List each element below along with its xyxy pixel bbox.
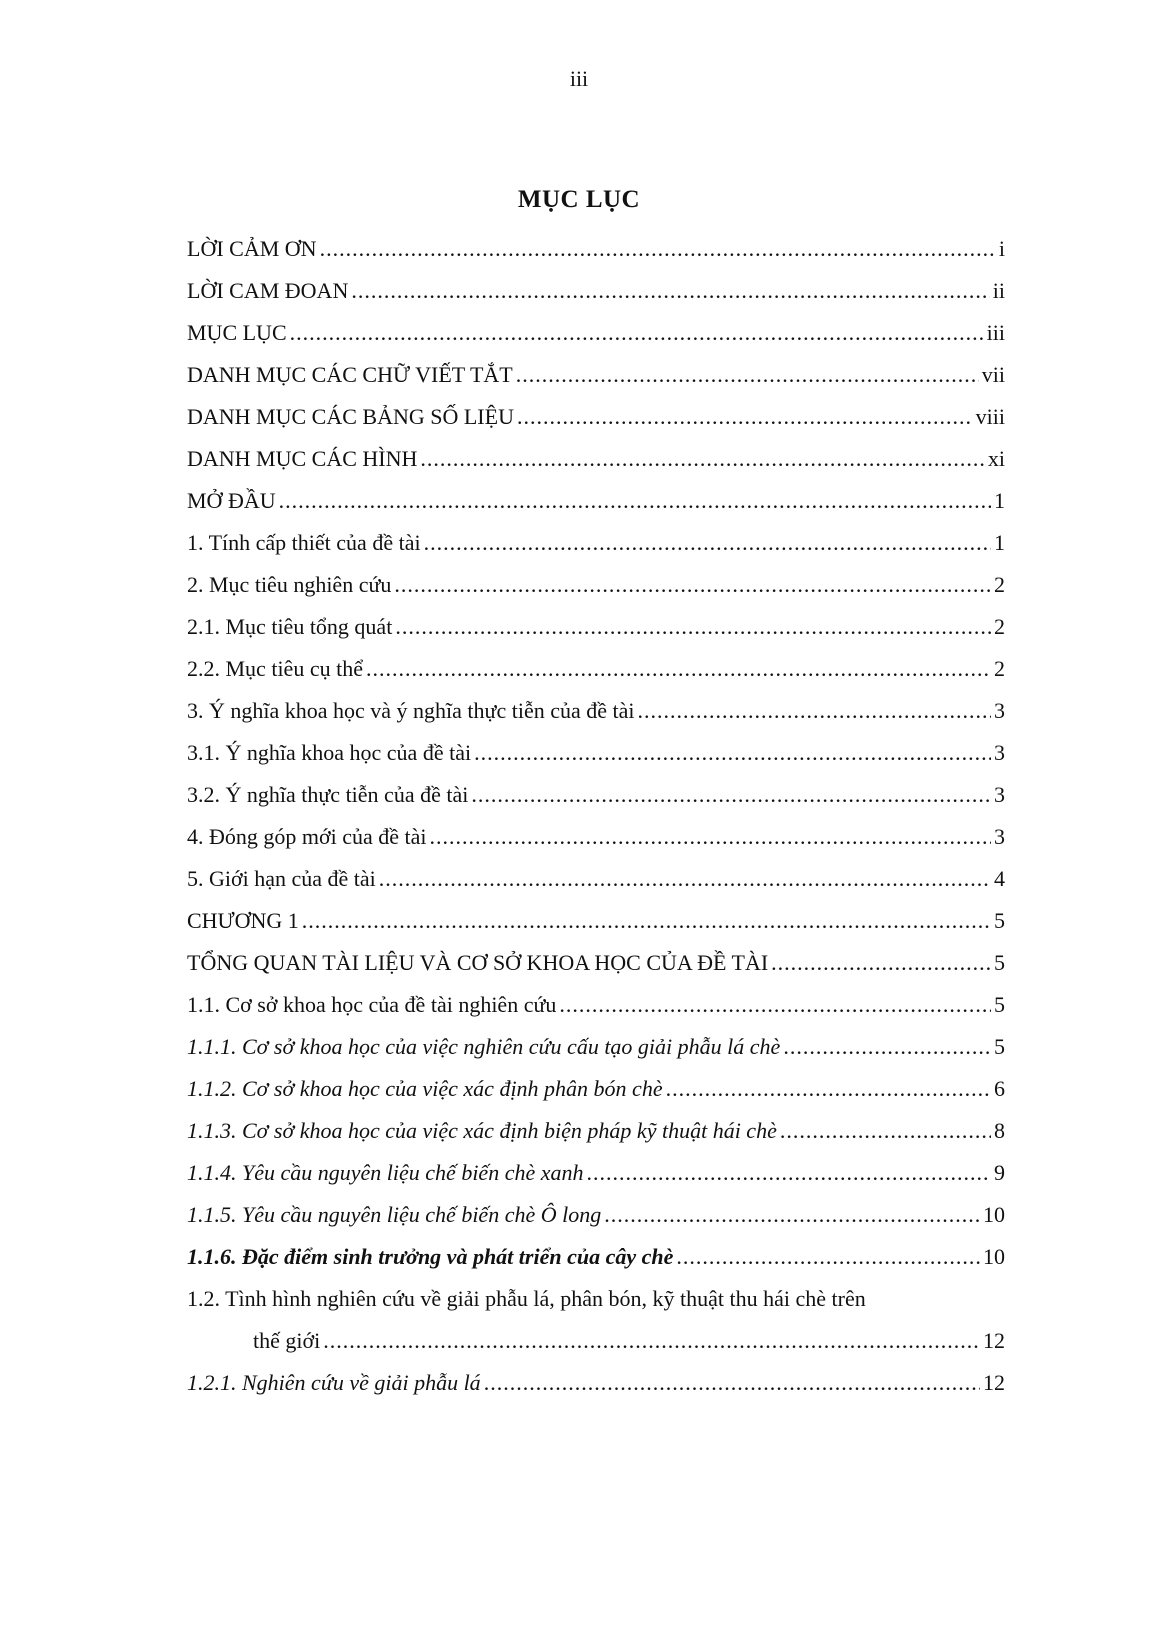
toc-entry-text-line1: 1.2. Tình hình nghiên cứu về giải phẫu lá, phân bón, kỹ thuật thu hái chè trên [187, 1286, 866, 1311]
toc-leader-dots [471, 774, 991, 816]
toc-entry-text: DANH MỤC CÁC HÌNH [187, 446, 418, 471]
toc-entry-text: 1.1.5. Yêu cầu nguyên liệu chế biến chè Ô long [187, 1202, 602, 1227]
toc-entry-text: 4. Đóng góp mới của đề tài [187, 824, 427, 849]
toc-leader-dots [666, 1068, 991, 1110]
toc-entry[interactable] [187, 1236, 1005, 1278]
toc-entry[interactable] [187, 564, 1005, 606]
toc-entry-text: 1.1.6. Đặc điểm sinh trưởng và phát triển của cây chè [187, 1244, 674, 1269]
toc-entry[interactable] [187, 816, 1005, 858]
toc-entry[interactable] [187, 732, 1005, 774]
toc-leader-dots [290, 312, 984, 354]
toc-entry-page: 10 [983, 1202, 1005, 1227]
toc-entry-text: 1. Tính cấp thiết của đề tài [187, 530, 421, 555]
toc-leader-dots [394, 564, 991, 606]
toc-entry[interactable] [187, 942, 1005, 984]
toc-entry[interactable] [187, 1026, 1005, 1068]
toc-entry[interactable] [187, 1110, 1005, 1152]
toc-entry-page: 1 [994, 488, 1005, 513]
toc-entry-text: MỤC LỤC [187, 320, 287, 345]
toc-title: MỤC LỤC [517, 186, 641, 213]
toc-entry-text: MỞ ĐẦU [187, 488, 276, 513]
toc-entry-text: DANH MỤC CÁC CHỮ VIẾT TẮT [187, 362, 513, 387]
toc-entry[interactable] [187, 522, 1005, 564]
toc-leader-dots [783, 1026, 991, 1068]
toc-entry-page: 2 [994, 656, 1005, 681]
toc-entry[interactable] [187, 774, 1005, 816]
toc-entry-text: 2.2. Mục tiêu cụ thể [187, 656, 363, 681]
toc-entry-multiline[interactable] [187, 1278, 1005, 1362]
toc-entry-text: 3.2. Ý nghĩa thực tiễn của đề tài [187, 782, 469, 807]
toc-entry[interactable] [187, 270, 1005, 312]
toc-entry[interactable] [187, 1362, 1005, 1404]
toc-entry-text: 1.1.1. Cơ sở khoa học của việc nghiên cứu cấu tạo giải phẫu lá chè [187, 1034, 781, 1059]
toc-leader-dots [676, 1236, 980, 1278]
toc-leader-dots [771, 942, 991, 984]
toc-entry-text: LỜI CẢM ƠN [187, 236, 317, 261]
toc-entry-page: 3 [994, 698, 1005, 723]
page-number: iii [569, 66, 589, 91]
toc-leader-dots [420, 438, 984, 480]
toc-leader-dots [395, 606, 991, 648]
toc-entry-text: 2. Mục tiêu nghiên cứu [187, 572, 392, 597]
toc-entry-page: 1 [994, 530, 1005, 555]
toc-entry-page: 4 [994, 866, 1005, 891]
toc-entry[interactable] [187, 606, 1005, 648]
toc-entry-text: CHƯƠNG 1 [187, 908, 299, 933]
toc-entry-page: 12 [983, 1328, 1005, 1353]
toc-entry-page: 12 [983, 1370, 1005, 1395]
toc-entry-text: 5. Giới hạn của đề tài [187, 866, 376, 891]
toc-entry[interactable] [187, 1194, 1005, 1236]
toc-entry-page: 9 [994, 1160, 1005, 1185]
toc-entry-line2 [187, 1320, 1005, 1362]
toc-entry[interactable] [187, 312, 1005, 354]
toc-entry[interactable] [187, 648, 1005, 690]
toc-entry-page: 3 [994, 740, 1005, 765]
toc-entry-page: viii [975, 404, 1005, 429]
toc-leader-dots [320, 228, 996, 270]
toc-entry[interactable] [187, 690, 1005, 732]
toc-entry-page: 2 [994, 572, 1005, 597]
toc-entry-text: LỜI CAM ĐOAN [187, 278, 349, 303]
toc-entry-page: 5 [994, 950, 1005, 975]
toc-entry[interactable] [187, 1068, 1005, 1110]
toc-entry-text: 1.1. Cơ sở khoa học của đề tài nghiên cứu [187, 992, 557, 1017]
toc-entry[interactable] [187, 480, 1005, 522]
toc-entry-page: xi [987, 446, 1005, 471]
toc-entry-page: 5 [994, 1034, 1005, 1059]
toc-entry[interactable] [187, 228, 1005, 270]
toc-leader-dots [559, 984, 991, 1026]
toc-entry[interactable] [187, 858, 1005, 900]
toc-entry-page: iii [986, 320, 1005, 345]
toc-entry-page: 10 [983, 1244, 1005, 1269]
toc-entry[interactable] [187, 1152, 1005, 1194]
toc-leader-dots [379, 858, 991, 900]
toc-entry-page: 8 [994, 1118, 1005, 1143]
toc-entry-text: 3. Ý nghĩa khoa học và ý nghĩa thực tiễn của đề tài [187, 698, 635, 723]
toc-leader-dots [351, 270, 989, 312]
toc-leader-dots [474, 732, 991, 774]
toc-entry[interactable] [187, 396, 1005, 438]
toc-leader-dots [780, 1110, 991, 1152]
toc-leader-dots [366, 648, 991, 690]
toc-entry-text: DANH MỤC CÁC BẢNG SỐ LIỆU [187, 404, 514, 429]
toc-entry-text-line2: thế giới [253, 1328, 321, 1353]
toc-entry-page: vii [981, 362, 1005, 387]
toc-entry-text: 1.1.4. Yêu cầu nguyên liệu chế biến chè xanh [187, 1160, 584, 1185]
toc-leader-dots [424, 522, 991, 564]
toc-leader-dots [604, 1194, 980, 1236]
toc-leader-dots [638, 690, 991, 732]
toc-entry-text: 1.2.1. Nghiên cứu về giải phẫu lá [187, 1370, 481, 1395]
toc-entry[interactable] [187, 900, 1005, 942]
toc-leader-dots [279, 480, 991, 522]
toc-entry-page: 5 [994, 992, 1005, 1017]
table-of-contents [187, 228, 1005, 1404]
toc-leader-dots [516, 354, 979, 396]
toc-entry-page: 3 [994, 782, 1005, 807]
toc-entry-text: 1.1.2. Cơ sở khoa học của việc xác định phân bón chè [187, 1076, 663, 1101]
toc-entry-page: 3 [994, 824, 1005, 849]
toc-entry-text: 2.1. Mục tiêu tổng quát [187, 614, 393, 639]
toc-entry-page: ii [992, 278, 1005, 303]
toc-entry[interactable] [187, 438, 1005, 480]
toc-leader-dots [430, 816, 991, 858]
toc-entry[interactable] [187, 984, 1005, 1026]
toc-entry-text: 1.1.3. Cơ sở khoa học của việc xác định biện pháp kỹ thuật hái chè [187, 1118, 777, 1143]
toc-entry-page: i [998, 236, 1005, 261]
toc-entry-text: 3.1. Ý nghĩa khoa học của đề tài [187, 740, 472, 765]
toc-leader-dots [517, 396, 973, 438]
toc-entry-page: 5 [994, 908, 1005, 933]
toc-leader-dots [323, 1320, 980, 1362]
toc-leader-dots [302, 900, 991, 942]
toc-entry[interactable] [187, 354, 1005, 396]
toc-entry-page: 6 [994, 1076, 1005, 1101]
toc-leader-dots [484, 1362, 980, 1404]
toc-leader-dots [586, 1152, 991, 1194]
toc-entry-text: TỔNG QUAN TÀI LIỆU VÀ CƠ SỞ KHOA HỌC CỦA ĐỀ TÀI [187, 950, 769, 975]
toc-entry-page: 2 [994, 614, 1005, 639]
